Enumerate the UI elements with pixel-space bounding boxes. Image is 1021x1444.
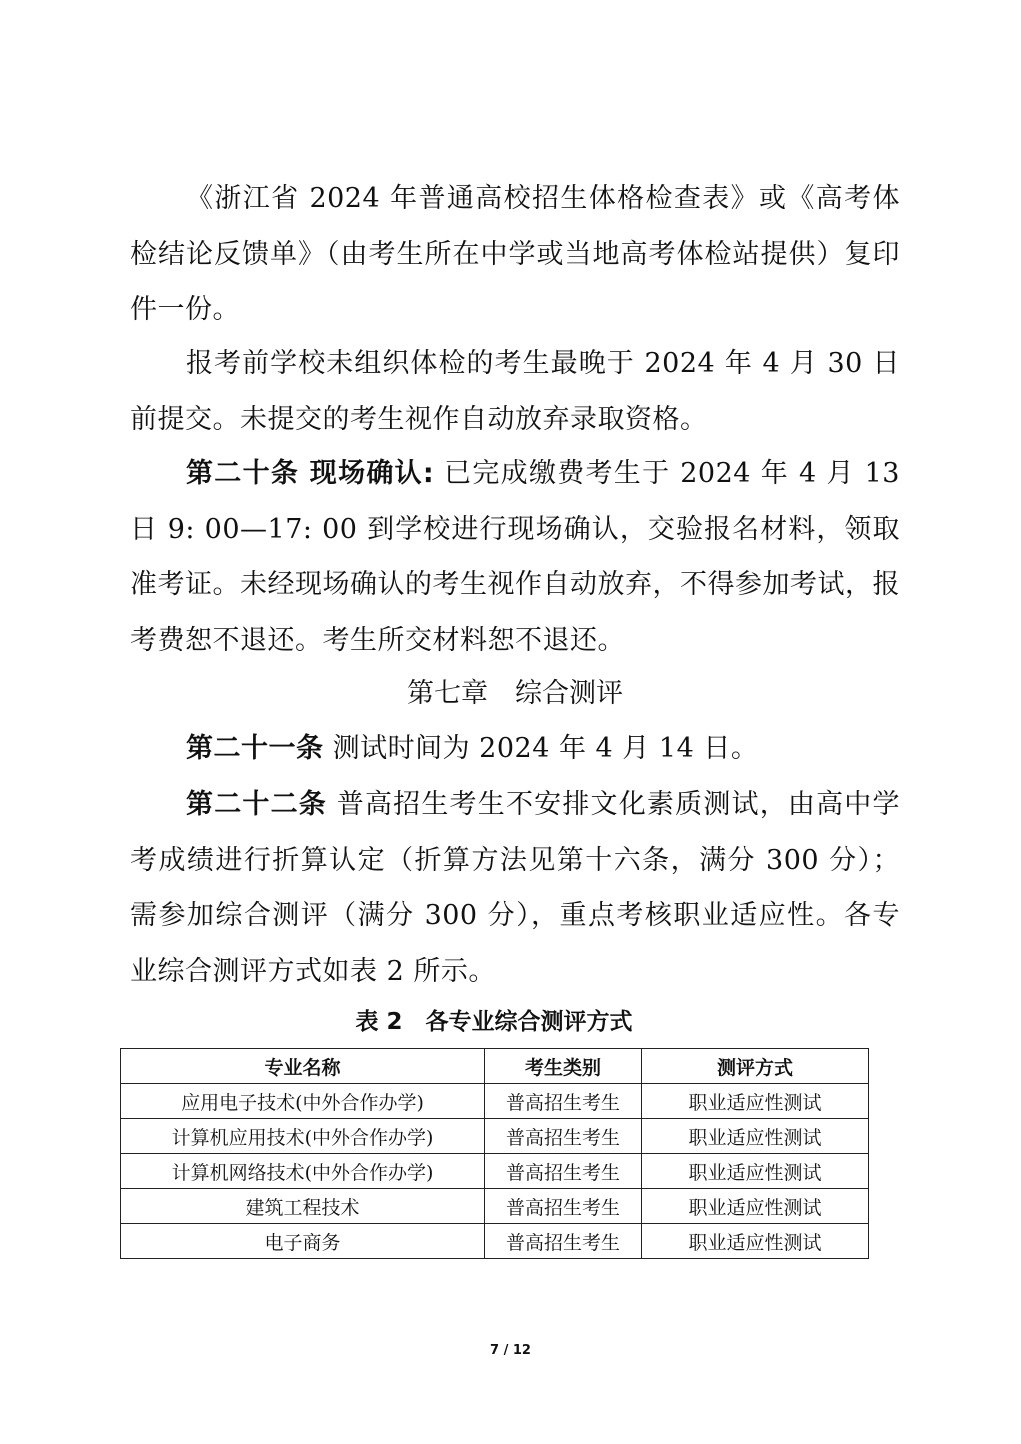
table-row bbox=[121, 1154, 869, 1189]
cell-student-category: 普高招生考生 bbox=[485, 1224, 642, 1259]
paragraph-article-21 bbox=[130, 721, 900, 777]
table-caption: 表 2 各专业综合测评方式 bbox=[355, 1009, 633, 1035]
cell-student-category: 普高招生考生 bbox=[485, 1084, 642, 1119]
cell-major-name: 应用电子技术(中外合作办学) bbox=[121, 1084, 485, 1119]
table-row bbox=[121, 1224, 869, 1259]
chapter-title: 第七章 综合测评 bbox=[407, 678, 623, 709]
cell-assessment-method: 职业适应性测试 bbox=[642, 1119, 869, 1154]
cell-major-name: 计算机网络技术(中外合作办学) bbox=[121, 1154, 485, 1189]
paragraph-exam-deadline: 报考前学校未组织体检的考生最晚于 2024 年 4 月 30 日前提交。未提交的考生视作自动放弃录取资格。 bbox=[130, 348, 900, 435]
article-22-text: 普高招生考生不安排文化素质测试，由高中学考成绩进行折算认定（折算方法见第十六条，满分 300 分）；需参加综合测评（满分 300 分），重点考核职业适应性。各专业综合测评方式如表 2 所示。 bbox=[130, 789, 900, 987]
article-20-text: 已完成缴费考生于 2024 年 4 月 13 日 9: 00—17: 00 到学校进行现场确认，交验报名材料，领取准考证。未经现场确认的考生视作自动放弃，不得参加考试，报考费恕不退还。考生所交材料恕不退还。 bbox=[130, 458, 900, 656]
cell-assessment-method: 职业适应性测试 bbox=[642, 1224, 869, 1259]
assessment-method-table bbox=[120, 1048, 869, 1259]
paragraph-physical-exam-form: 《浙江省 2024 年普通高校招生体格检查表》或《高考体检结论反馈单》（由考生所在中学或当地高考体检站提供）复印件一份。 bbox=[130, 183, 900, 325]
cell-student-category: 普高招生考生 bbox=[485, 1119, 642, 1154]
article-22-heading: 第二十二条 bbox=[186, 789, 327, 820]
cell-assessment-method: 职业适应性测试 bbox=[642, 1154, 869, 1189]
article-21-heading: 第二十一条 bbox=[186, 733, 324, 764]
article-20-heading: 第二十条 现场确认: bbox=[186, 458, 435, 489]
cell-major-name: 计算机应用技术(中外合作办学) bbox=[121, 1119, 485, 1154]
paragraph-article-20 bbox=[130, 446, 900, 668]
cell-major-name: 建筑工程技术 bbox=[121, 1189, 485, 1224]
table-header-row bbox=[121, 1049, 869, 1084]
header-student-category: 考生类别 bbox=[485, 1049, 642, 1084]
cell-major-name: 电子商务 bbox=[121, 1224, 485, 1259]
table-row bbox=[121, 1189, 869, 1224]
header-major-name: 专业名称 bbox=[121, 1049, 485, 1084]
cell-student-category: 普高招生考生 bbox=[485, 1154, 642, 1189]
cell-assessment-method: 职业适应性测试 bbox=[642, 1084, 869, 1119]
paragraph-article-22 bbox=[130, 777, 900, 999]
header-assessment-method: 测评方式 bbox=[642, 1049, 869, 1084]
page-number: 7 / 12 bbox=[490, 1343, 531, 1358]
article-21-text: 测试时间为 2024 年 4 月 14 日。 bbox=[323, 733, 759, 764]
cell-assessment-method: 职业适应性测试 bbox=[642, 1189, 869, 1224]
table-row bbox=[121, 1084, 869, 1119]
cell-student-category: 普高招生考生 bbox=[485, 1189, 642, 1224]
table-row bbox=[121, 1119, 869, 1154]
